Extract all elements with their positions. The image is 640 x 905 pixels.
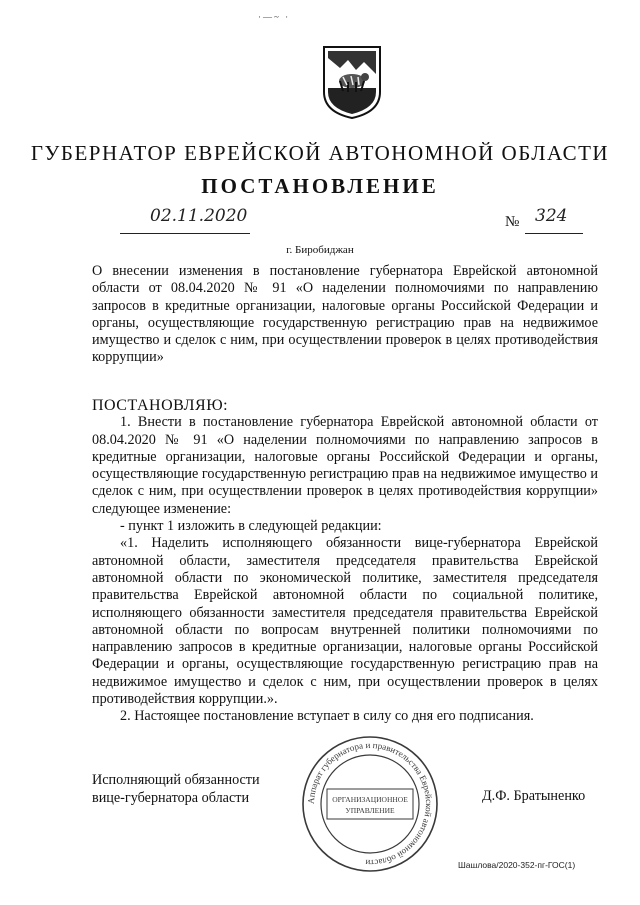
document-date: 02.11.2020 — [150, 206, 248, 226]
seal-ring-text: Аппарат губернатора и правительства Еврейской автономной области — [305, 739, 435, 869]
number-sign: № — [505, 214, 520, 230]
signer-name: Д.Ф. Братыненко — [482, 788, 586, 804]
decree-word: ПОСТАНОВЛЯЮ: — [92, 397, 229, 414]
stamp-seal — [300, 734, 440, 874]
city-name: г. Биробиджан — [286, 244, 354, 256]
signer-role — [92, 771, 260, 807]
coat-of-arms-icon — [321, 44, 383, 120]
document-body — [92, 397, 598, 726]
document-subject: О внесении изменения в постановление губернатора Еврейской автономной области от 08.04.2020 № 91 «О наделении полномочиями по направлению запросов в кредитные организации, налоговые органы Российской Федерации и органы, осуществляющие государственную регистрацию прав на недвижимое имущество и сделок с ним, при осуществлении проверок в целях противодействия коррупции» — [92, 263, 598, 366]
clause-1-subitem: - пункт 1 изложить в следующей редакции: — [120, 518, 382, 535]
seal-center-line-1: ОРГАНИЗАЦИОННОЕ — [332, 795, 408, 804]
clause-2: 2. Настоящее постановление вступает в силу со дня его подписания. — [120, 708, 534, 725]
document-type-heading: ПОСТАНОВЛЕНИЕ — [201, 174, 439, 198]
clause-1-quote: «1. Наделить исполняющего обязанности вице-губернатора Еврейской автономной области, заместителя председателя правительства Еврейской автономной области по экономической политике, заместителя председателя правительства Еврейской автономной области по социальной политике, исполняющего обязанности заместителя председателя правительства Еврейской автономной области по вопросам внутренней политики полномочиями по направлению запросов в кредитные организации, налоговые органы Российской Федерации и органы, осуществляющие государственную регистрацию прав на недвижимое имущество и сделок с ним, при осуществлении проверок в целях противодействия коррупции.». — [92, 535, 598, 708]
seal-center-line-2: УПРАВЛЕНИЕ — [345, 806, 395, 815]
footer-reference: Шашлова/2020-352-пг-ГОС(1) — [458, 860, 576, 870]
signer-role-line-2: вице-губернатора области — [92, 790, 250, 806]
government-title: ГУБЕРНАТОР ЕВРЕЙСКОЙ АВТОНОМНОЙ ОБЛАСТИ — [30, 141, 610, 165]
scan-artifact: ·—~ · — [258, 12, 291, 22]
document-number: 324 — [535, 206, 568, 226]
signer-role-line-1: Исполняющий обязанности — [92, 772, 260, 788]
clause-1: 1. Внести в постановление губернатора Еврейской автономной области от 08.04.2020 № 91 «О наделении полномочиями по направлению запросов в кредитные организации, налоговые органы Российской Федерации и органы, осуществляющие государственную регистрацию прав на недвижимое имущество и сделок с ним, при осуществлении проверок в целях противодействия коррупции» следующее изменение: — [92, 414, 598, 517]
